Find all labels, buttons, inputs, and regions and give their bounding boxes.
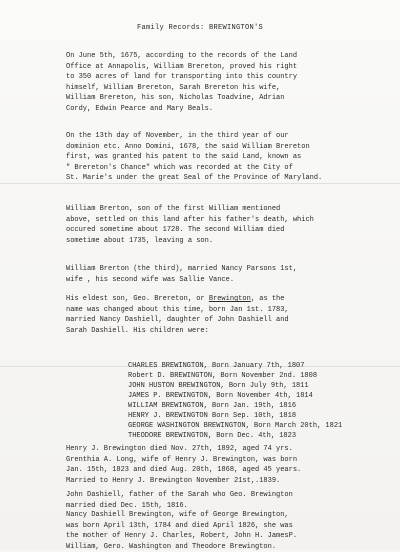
list-item: GEORGE WASHINGTON BREWINGTON, Born March 20th, 1821 — [128, 422, 343, 430]
children-list — [128, 361, 342, 441]
paragraph-eldest-son — [66, 294, 289, 336]
paragraph-patent: On the 13th day of November, in the third year of our dominion etc. Anno Domini, 1678, the said William Brereton first, was granted his patent to the said Land, known as " Brereton's Chance" which was recorded at the City of St. Marie's under the great Seal of the Province of Maryland. — [66, 132, 323, 182]
document-title: Family Records: BREWINGTON'S — [136, 24, 264, 32]
paragraph-land-office: On June 5th, 1675, according to the records of the Land Office at Annapolis, William Brereton, proved his right to 350 acres of land for transporting into this country himself, William Brereton, Sarah Brereton his wife, William Brereton, his son, Nicholas Toadvine, Adrian Cordy, Edwin Pearce and Mary Beals. — [66, 52, 298, 113]
paragraph-henry-death: Henry J. Brewington died Nov. 27th, 1892, aged 74 yrs. Grenthia A. Long, wife of Henry J. Brewington, was born Jan. 15th, 1823 and died Aug. 20th, 1868, aged 45 years. Married to Henry J. Brewington November 21st,.1839. — [66, 445, 302, 485]
paragraph-nancy-dashiell: Nancy Dashiell Brewington, wife of George Brewington, was born April 13th, 1784 and died April 1826, she was the mother of Henry J. Charles, Robert, John H. JamesP. William, Gero. Washington and Theodore Brewington. — [66, 511, 298, 551]
paragraph-john-dashiell: John Dashiell, father of the Sarah who Geo. Brewington married died Dec. 15th, 1816. — [66, 491, 293, 510]
list-item: JAMES P. BREWINGTON, Born November 4th, 1814 — [128, 392, 313, 400]
list-item: Robert D. BREWINGTON, Born November 2nd. 1808 — [128, 372, 318, 380]
paragraph-second-william: William Brerton, son of the first William mentioned above, settled on this land after his father's death, which occured sometime about 1728. The second William died sometime about 1735, leaving a son. — [66, 205, 314, 245]
eldest-son-text: His eldest son, Geo. Brereton, or — [66, 295, 209, 303]
list-item: THEODORE BREWINGTON, Born Dec. 4th, 1823 — [128, 432, 297, 440]
paragraph-third-william: William Brerton (the third), married Nancy Parsons 1st, wife , his second wife was Sallie Vance. — [66, 265, 298, 284]
list-item: CHARLES BREWINGTON, Born January 7th, 1807 — [128, 362, 305, 370]
list-item: HENRY J. BREWINGTON Born Sep. 10th, 1818 — [128, 412, 297, 420]
list-item: WILLIAM BREWINGTON, Born Jan. 19th, 1816 — [128, 402, 297, 410]
list-item: JOHN HUSTON BREWINGTON, Born July 9th, 1811 — [128, 382, 309, 390]
brewington-name: Brewington — [208, 295, 251, 303]
eldest-son-text-cont: , as the name was changed about this time, born Jan 1st. 1783, married Nancy Dashiell, daughter of John Dashiell and Sarah Dashiell. His children were: — [66, 295, 289, 335]
